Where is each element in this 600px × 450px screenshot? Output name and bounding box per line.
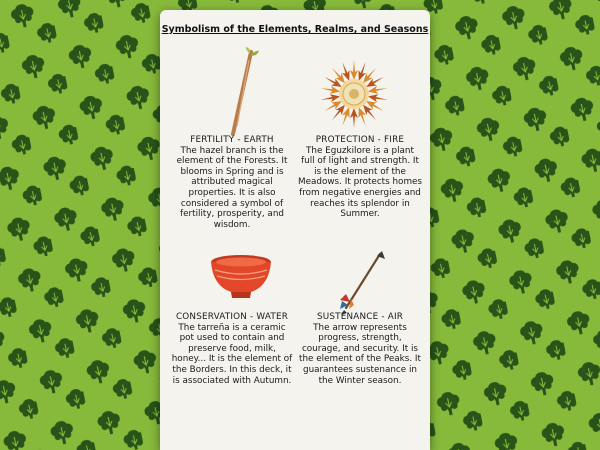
quadrant-text: The Eguzkilore is a plant full of light and strength. It is the element of the Meadows. It protects homes from negative energies and reaches its splendor in Summer. xyxy=(298,145,423,220)
quadrant-sustenance-air xyxy=(298,312,422,386)
ceramic-bowl-icon xyxy=(205,252,277,302)
hazel-branch-icon xyxy=(224,46,264,138)
quadrant-heading: FERTILITY - EARTH xyxy=(190,135,274,145)
quadrant-text: The hazel branch is the element of the Forests. It blooms in Spring and is attributed magical properties. It is also considered a symbol of fertility, prosperity, and wisdom. xyxy=(176,145,288,230)
quadrant-text: The tarreña is a ceramic pot used to contain and preserve food, milk, honey... It is the element of the Borders. In this deck, it is associated with Autumn. xyxy=(171,322,293,386)
arrow-icon xyxy=(330,250,390,316)
quadrant-heading: PROTECTION - FIRE xyxy=(315,135,405,145)
quadrant-heading: SUSTENANCE - AIR xyxy=(316,312,404,322)
quadrant-conservation-water xyxy=(170,312,294,386)
quadrant-heading: CONSERVATION - WATER xyxy=(175,312,289,322)
symbolism-card xyxy=(160,10,430,450)
quadrant-protection-fire xyxy=(298,135,422,220)
quadrant-fertility-earth xyxy=(170,135,294,230)
card-title: Symbolism of the Elements, Realms, and Seasons xyxy=(161,24,429,35)
eguzkilore-flower-icon xyxy=(318,58,390,130)
quadrant-text: The arrow represents progress, strength, courage, and security. It is the element of the Peaks. It guarantees sustenance in the Winter season. xyxy=(299,322,421,386)
